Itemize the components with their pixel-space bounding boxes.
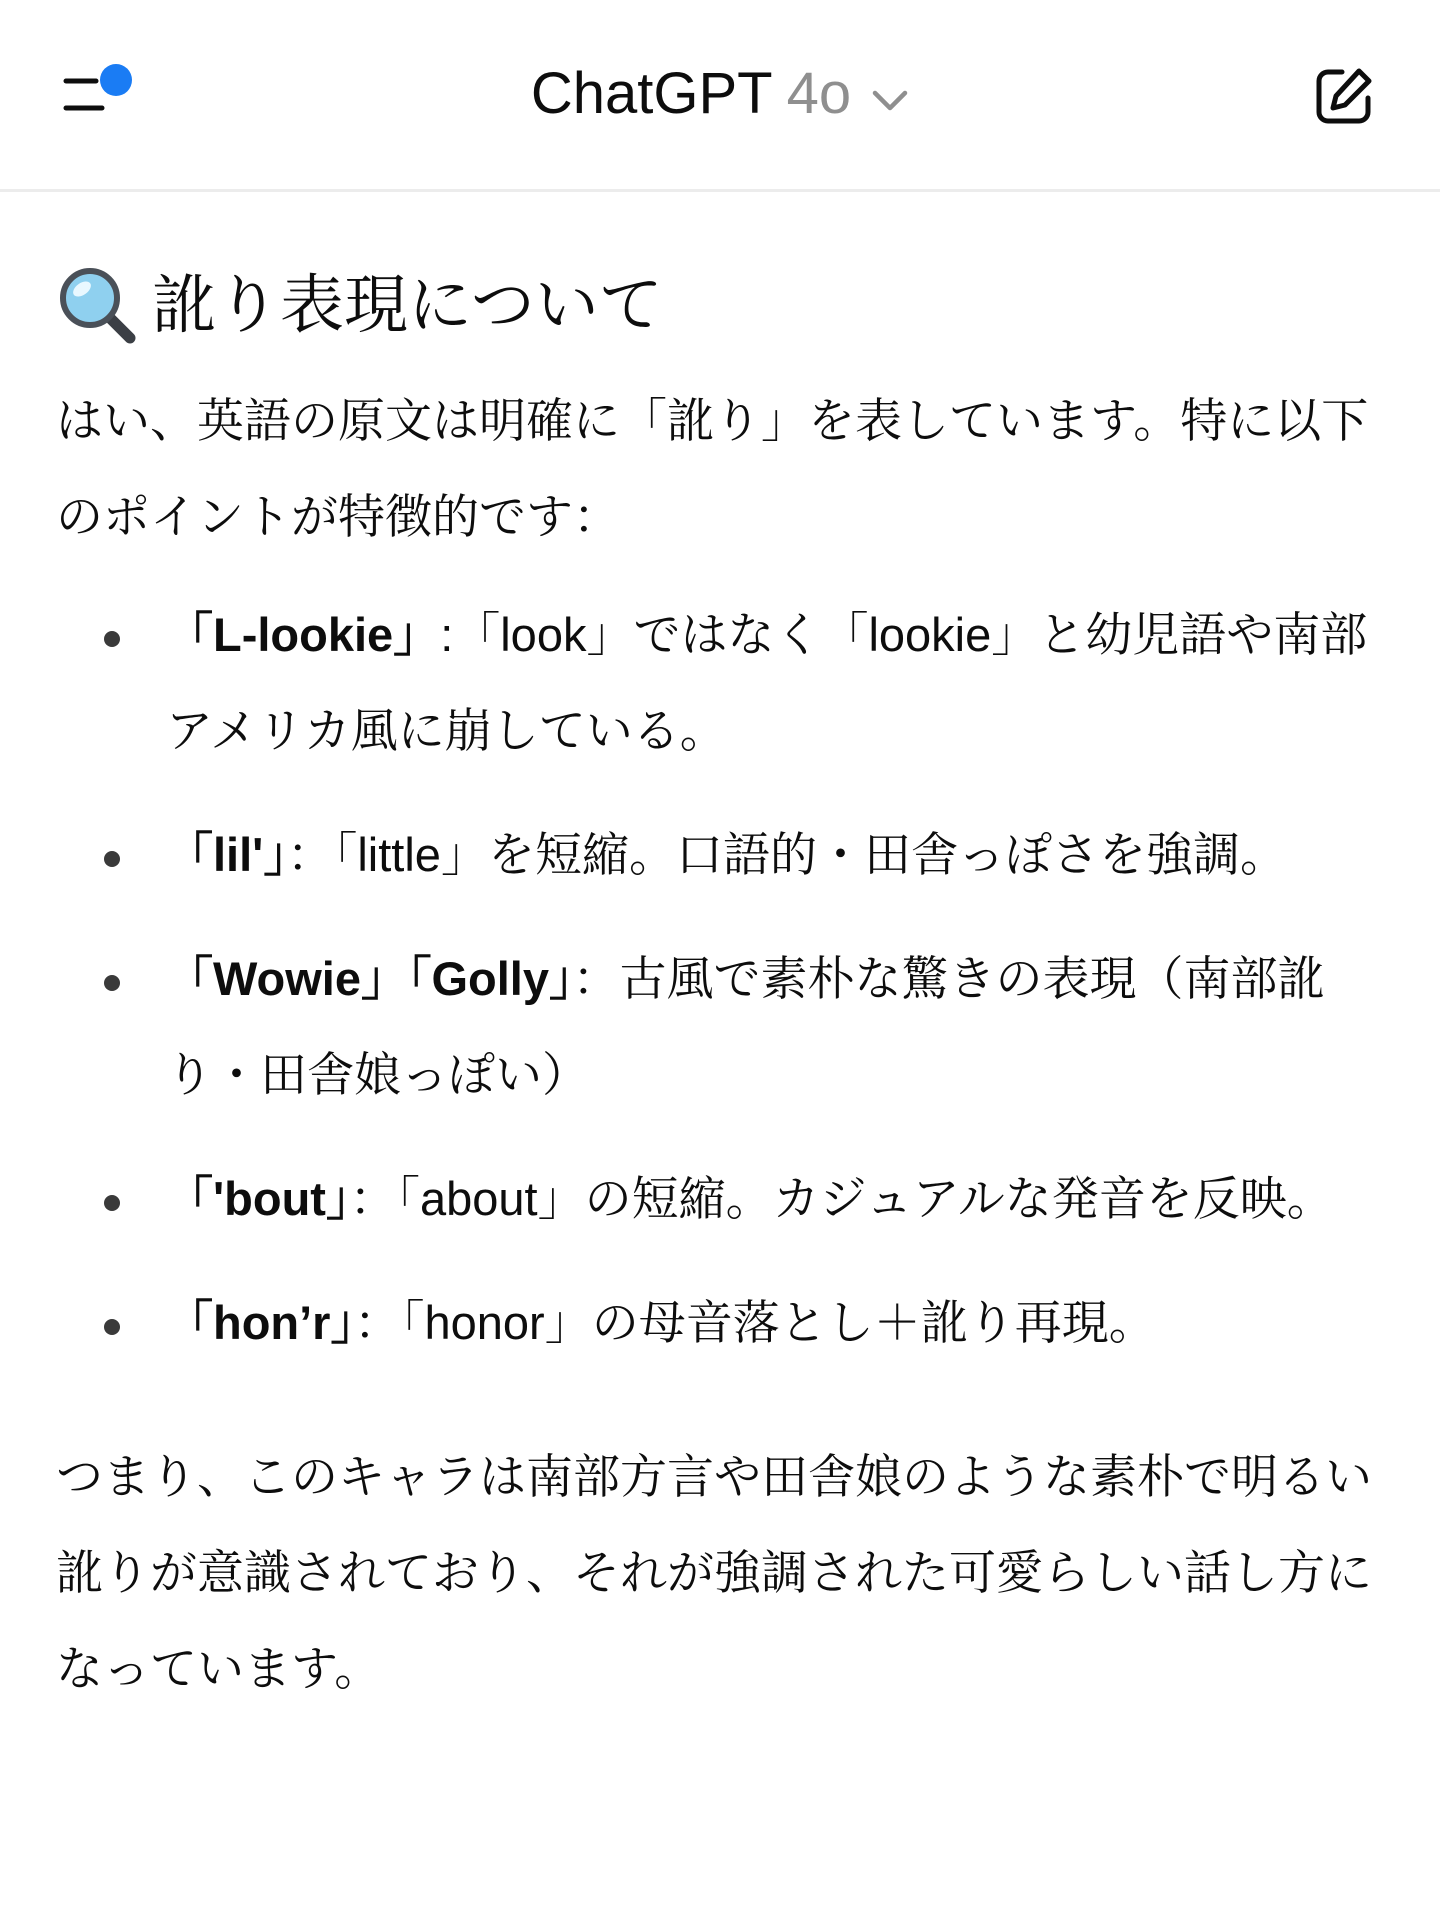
description: ：古風で素朴な驚きの表現（南部訛り・田舎娘っぽい） (166, 952, 1325, 1101)
list-item (56, 587, 1386, 779)
term: 「lil'」 (166, 828, 287, 881)
points-list (56, 587, 1386, 1371)
bullet (104, 975, 120, 991)
bullet (104, 1319, 120, 1335)
description: :「look」ではなく「lookie」と幼児語や南部アメリカ風に崩している。 (166, 608, 1368, 757)
bullet (104, 851, 120, 867)
bullet (104, 631, 120, 647)
top-bar (0, 0, 1440, 192)
intro-paragraph: はい、英語の原文は明確に「訛り」を表しています。特に以下のポイントが特徴的です： (56, 394, 1369, 543)
heading-text: 訛り表現について (152, 269, 663, 341)
conclusion-paragraph: つまり、このキャラは南部方言や田舎娘のような素朴で明るい訛りが意識されており、それが強調された可愛らしい話し方になっています。 (56, 1450, 1372, 1695)
list-item (56, 807, 1386, 903)
description: ：「honor」の母音落とし＋訛り再現。 (353, 1296, 1156, 1349)
list-item (56, 1151, 1386, 1247)
magnifying-glass-icon (56, 264, 138, 346)
bullet (104, 1195, 120, 1211)
chevron-down-icon (871, 58, 909, 130)
term: 「'bout」 (166, 1172, 350, 1225)
edit-icon (1312, 64, 1376, 128)
term: 「L-lookie」 (166, 608, 441, 661)
assistant-message (56, 255, 1386, 1717)
model-selector[interactable] (0, 58, 1440, 130)
list-item (56, 931, 1386, 1123)
list-item (56, 1275, 1386, 1371)
new-chat-button[interactable] (1312, 64, 1376, 128)
description: ：「little」を短縮。口語的・田舎っぽさを強調。 (286, 828, 1287, 881)
term: 「Wowie」「Golly」 (166, 952, 573, 1005)
description: ：「about」の短縮。カジュアルな発音を反映。 (349, 1172, 1334, 1225)
app-title: ChatGPT (530, 61, 773, 126)
section-heading (56, 255, 1386, 355)
model-name: 4o (786, 61, 852, 126)
term: 「hon’r」 (166, 1296, 354, 1349)
